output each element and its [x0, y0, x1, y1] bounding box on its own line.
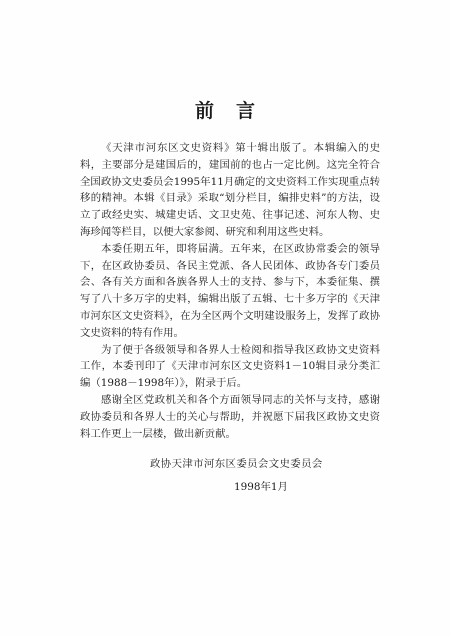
signature-block	[150, 456, 390, 496]
paragraph-3: 为了便于各级领导和各界人士检阅和指导我区政协文史资料工作，本委刊印了《天津市河东区文史资料1－10辑目录分类汇编（1988－1998年）》，附录于后。	[80, 343, 380, 390]
paragraph-1: 《天津市河东区文史资料》第十辑出版了。本辑编入的史料，主要部分是建国后的，建国前的也占一定比例。这完全符合全国政协文史委员会1995年11月确定的文史资料工作实现重点转移的精神。本辑《目录》采取“划分栏目，编排史料”的方法，设立了政经史实、城建史话、文卫史苑、往事记述、河东人物、史海珍闻等栏目，以便大家参阅、研究和利用这些史料。	[80, 142, 380, 238]
preface-body	[80, 140, 380, 442]
paragraph-4: 感谢全区党政机关和各个方面领导同志的关怀与支持，感谢政协委员和各界人士的关心与帮助，并祝愿下届我区政协文史资料工作更上一层楼，做出新贡献。	[80, 393, 380, 440]
signature-organization: 政协天津市河东区委员会文史委员会	[150, 458, 323, 470]
paragraph-2: 本委任期五年，即将届满。五年来，在区政协常委会的领导下，在区政协委员、各民主党派、各人民团体、政协各专门委员会、各有关方面和各族各界人士的支持、参与下，本委征集、撰写了八十多万字的史料，编辑出版了五辑、七十多万字的《天津市河东区文史资料》，在为全区两个文明建设服务上，发挥了政协文史资料的特有作用。	[80, 242, 380, 339]
page-title: 前言	[194, 100, 277, 122]
signature-date: 1998年1月	[234, 481, 288, 493]
